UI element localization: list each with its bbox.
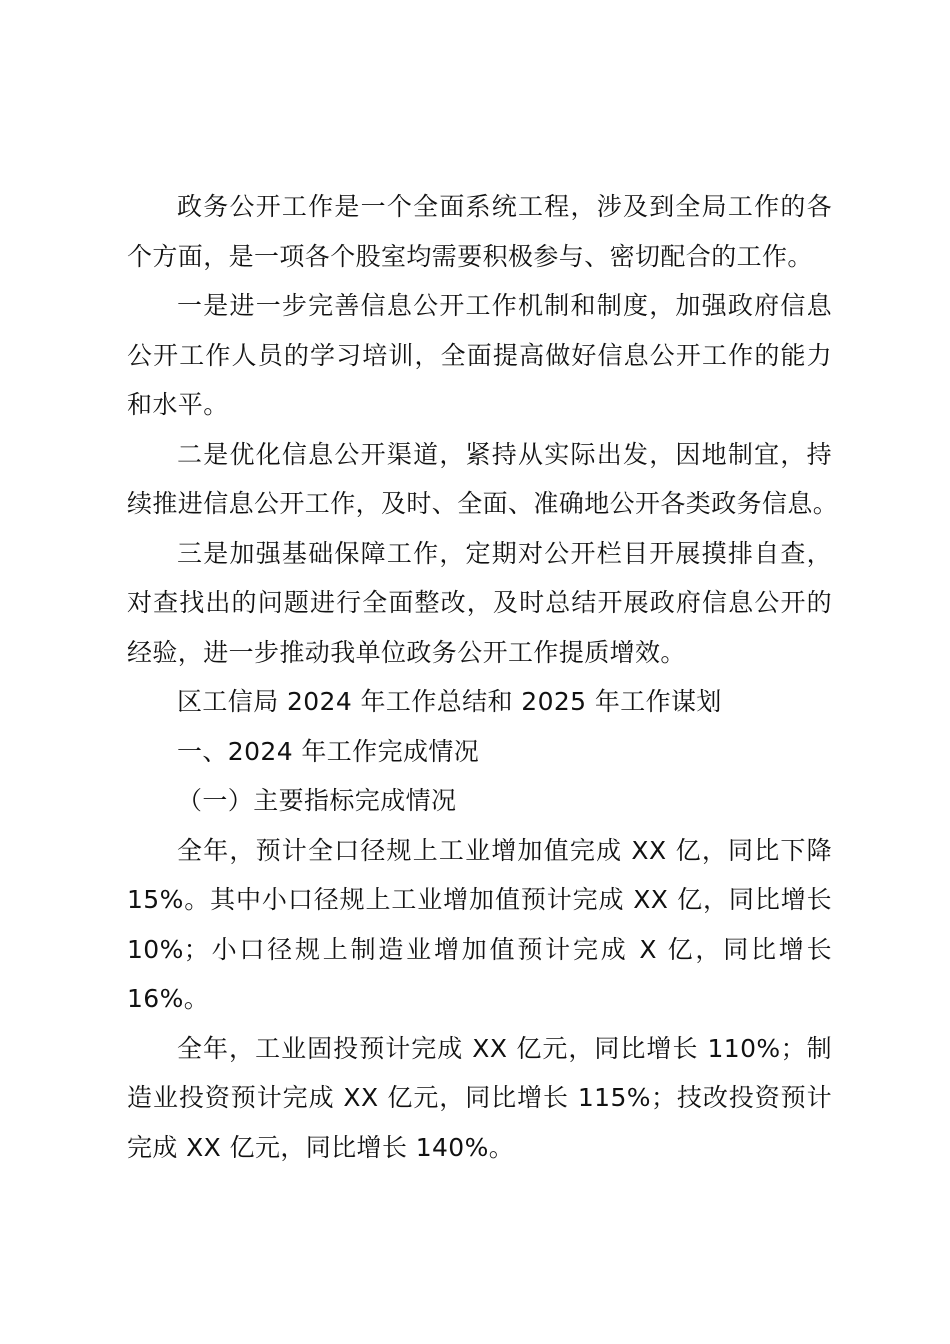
- text-line: 二是优化信息公开渠道，紧持从实际出发，因地制宜，持: [177, 439, 832, 469]
- text-line: 10%；小口径规上制造业增加值预计完成 X 亿，同比增长: [127, 934, 832, 964]
- text-line: 15%。其中小口径规上工业增加值预计完成 XX 亿，同比增长: [127, 885, 832, 914]
- text-line: 续推进信息公开工作，及时、全面、准确地公开各类政务信息。: [127, 489, 839, 518]
- subsection-heading: （一）主要指标完成情况: [177, 786, 457, 815]
- text-line: 政务公开工作是一个全面系统工程，涉及到全局工作的各: [177, 192, 832, 221]
- section-heading: 一、2024 年工作完成情况: [177, 736, 480, 766]
- paragraph-point-two: [127, 430, 839, 529]
- text-line: 和水平。: [127, 390, 229, 419]
- text-line: 造业投资预计完成 XX 亿元，同比增长 115%；技改投资预计: [127, 1083, 832, 1112]
- paragraph-point-one: [127, 281, 832, 430]
- text-line: 全年，工业固投预计完成 XX 亿元，同比增长 110%；制: [177, 1033, 832, 1063]
- text-line: 对查找出的问题进行全面整改，及时总结开展政府信息公开的: [127, 588, 832, 617]
- text-line: 三是加强基础保障工作，定期对公开栏目开展摸排自查，: [177, 538, 832, 568]
- document-title: 区工信局 2024 年工作总结和 2025 年工作谋划: [177, 687, 722, 716]
- text-line: 个方面，是一项各个股室均需要积极参与、密切配合的工作。: [127, 241, 813, 271]
- text-line: 全年，预计全口径规上工业增加值完成 XX 亿，同比下降: [177, 835, 832, 865]
- text-line: 16%。: [127, 984, 210, 1013]
- paragraph-intro: [127, 182, 832, 281]
- paragraph-investment: [127, 1024, 832, 1173]
- text-line: 公开工作人员的学习培训，全面提高做好信息公开工作的能力: [127, 340, 832, 370]
- text-line: 经验，进一步推动我单位政务公开工作提质增效。: [127, 637, 686, 667]
- text-line: 一是进一步完善信息公开工作机制和制度，加强政府信息: [177, 291, 832, 320]
- document-body: [127, 182, 839, 1172]
- text-line: 完成 XX 亿元，同比增长 140%。: [127, 1132, 515, 1162]
- paragraph-value-added: [127, 826, 832, 1024]
- paragraph-point-three: [127, 529, 832, 678]
